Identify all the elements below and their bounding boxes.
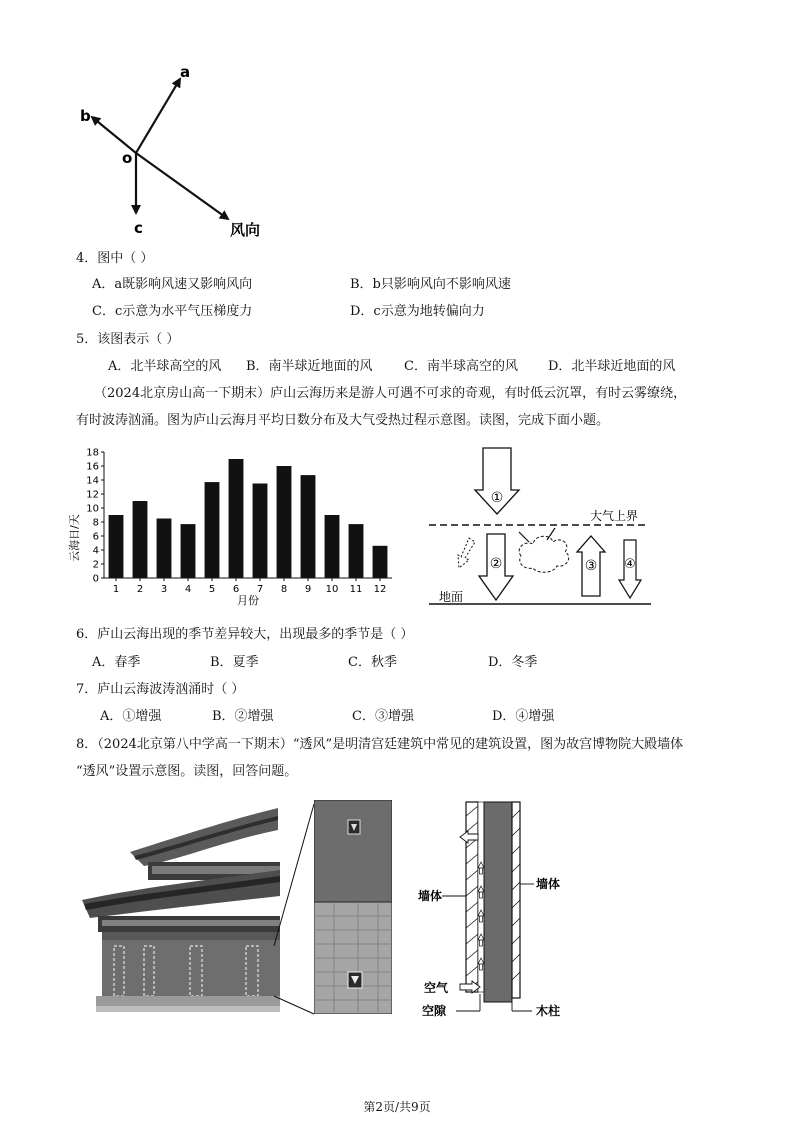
label-wall-left: 墙体 <box>418 889 443 903</box>
chart-x-tick-label: 7 <box>256 584 264 595</box>
q4-option-c: C．c示意为水平气压梯度力 <box>92 304 253 319</box>
q6-stem: 6．庐山云海出现的季节差异较大，出现最多的季节是（ ） <box>76 627 414 642</box>
wall-vent-closeup-photo <box>314 800 392 1014</box>
atmosphere-heating-diagram <box>425 444 661 610</box>
q4-stem: 4．图中（ ） <box>76 251 154 266</box>
upper-boundary-label: 大气上界 <box>590 509 639 523</box>
q5-option-c: C．南半球高空的风 <box>404 359 518 374</box>
chart-x-tick-label: 2 <box>136 584 144 595</box>
chart-y-tick-label: 14 <box>86 475 99 487</box>
q8-line-2: “透风”设置示意图。读图，回答问题。 <box>76 764 298 779</box>
q7-option-c: C．③增强 <box>352 709 414 724</box>
chart-y-tick-label: 6 <box>92 531 99 543</box>
chart-bar <box>157 519 172 579</box>
q4-option-a: A．a既影响风速又影响风向 <box>92 277 253 292</box>
label-pillar: 木柱 <box>536 1004 561 1018</box>
chart-bar <box>109 515 124 578</box>
chart-x-tick-label: 3 <box>160 584 168 595</box>
chart-bar <box>229 459 244 578</box>
label-b: b <box>80 107 91 125</box>
q6-option-b: B．夏季 <box>210 655 259 670</box>
chart-y-tick-label: 12 <box>86 489 99 501</box>
chart-x-tick-label: 11 <box>349 584 363 595</box>
chart-x-tick-label: 9 <box>304 584 312 595</box>
chart-bar <box>133 501 148 578</box>
arrow-2-label: ② <box>489 556 503 572</box>
cloud-icon <box>519 536 569 572</box>
chart-x-tick-label: 1 <box>112 584 120 595</box>
zoom-connector <box>270 800 316 1020</box>
chart-xlabel: 月份 <box>237 594 259 607</box>
chart-bar <box>205 482 220 578</box>
chart-y-tick-label: 16 <box>86 461 99 473</box>
chart-x-tick-label: 5 <box>208 584 216 595</box>
label-gap: 空隙 <box>422 1004 447 1018</box>
chart-ylabel: 云海日/天 <box>68 514 81 562</box>
chart-bar <box>349 524 364 578</box>
chart-y-tick-label: 18 <box>86 447 99 459</box>
arrow-4-label: ④ <box>624 557 636 572</box>
chart-y-tick-label: 2 <box>92 559 99 571</box>
q5-option-b: B．南半球近地面的风 <box>246 359 373 374</box>
passage-line-2: 有时波涛汹涌。图为庐山云海月平均日数分布及大气受热过程示意图。读图，完成下面小题。 <box>76 413 610 428</box>
q5-option-d: D．北半球近地面的风 <box>548 359 676 374</box>
q7-option-a: A．①增强 <box>100 709 162 724</box>
chart-y-tick-label: 8 <box>92 517 99 529</box>
q7-option-d: D．④增强 <box>492 709 555 724</box>
q5-option-a: A．北半球高空的风 <box>108 359 222 374</box>
cloud-sea-days-chart <box>66 446 400 608</box>
vector-b <box>92 117 136 153</box>
force-vector-diagram <box>70 55 300 245</box>
label-wind: 风向 <box>230 221 261 239</box>
q6-option-a: A．春季 <box>92 655 141 670</box>
chart-x-tick-label: 4 <box>184 584 192 595</box>
cloud-arrow-left <box>519 532 529 542</box>
label-c: c <box>134 219 143 237</box>
q7-option-b: B．②增强 <box>212 709 274 724</box>
q7-stem: 7．庐山云海波涛汹涌时（ ） <box>76 682 245 697</box>
q4-option-b: B．b只影响风向不影响风速 <box>350 277 511 292</box>
chart-y-tick-label: 4 <box>92 545 99 557</box>
q4-option-d: D．c示意为地转偏向力 <box>350 304 485 319</box>
reflected-arrow <box>458 538 475 568</box>
chart-bar <box>181 524 196 578</box>
page-footer: 第2页/共9页 <box>363 1100 431 1114</box>
arrow-3-label: ③ <box>584 558 598 574</box>
chart-x-tick-label: 8 <box>280 584 288 595</box>
q6-option-c: C．秋季 <box>348 655 397 670</box>
ground-label: 地面 <box>439 590 464 604</box>
chart-bar <box>373 546 388 578</box>
q6-option-d: D．冬季 <box>488 655 538 670</box>
label-a: a <box>180 63 191 81</box>
chart-bar <box>253 484 268 579</box>
chart-x-tick-label: 10 <box>325 584 339 595</box>
arrow-1-label: ① <box>490 490 504 506</box>
q8-line-1: 8．（2024北京第八中学高一下期末）“透风”是明清宫廷建筑中常见的建筑设置，图为故宫博物院大殿墙体 <box>76 737 684 752</box>
chart-y-tick-label: 10 <box>86 503 99 515</box>
wall-cross-section-diagram <box>414 796 594 1022</box>
palace-hall-photo <box>78 800 280 1018</box>
passage-line-1: （2024北京房山高一下期末）庐山云海历来是游人可遇不可求的奇观，有时低云沉罩，有时云雾缭绕， <box>94 386 687 401</box>
chart-x-tick-label: 6 <box>232 584 240 595</box>
label-air: 空气 <box>424 981 449 995</box>
chart-bar <box>277 466 292 578</box>
chart-x-tick-label: 12 <box>373 584 387 595</box>
vector-wind <box>136 153 228 219</box>
chart-bar <box>301 475 316 578</box>
label-o: o <box>122 149 133 167</box>
q5-stem: 5．该图表示（ ） <box>76 332 180 347</box>
chart-y-tick-label: 0 <box>92 573 99 585</box>
label-wall-right: 墙体 <box>536 877 561 891</box>
vector-a <box>136 79 180 153</box>
chart-bar <box>325 515 340 578</box>
